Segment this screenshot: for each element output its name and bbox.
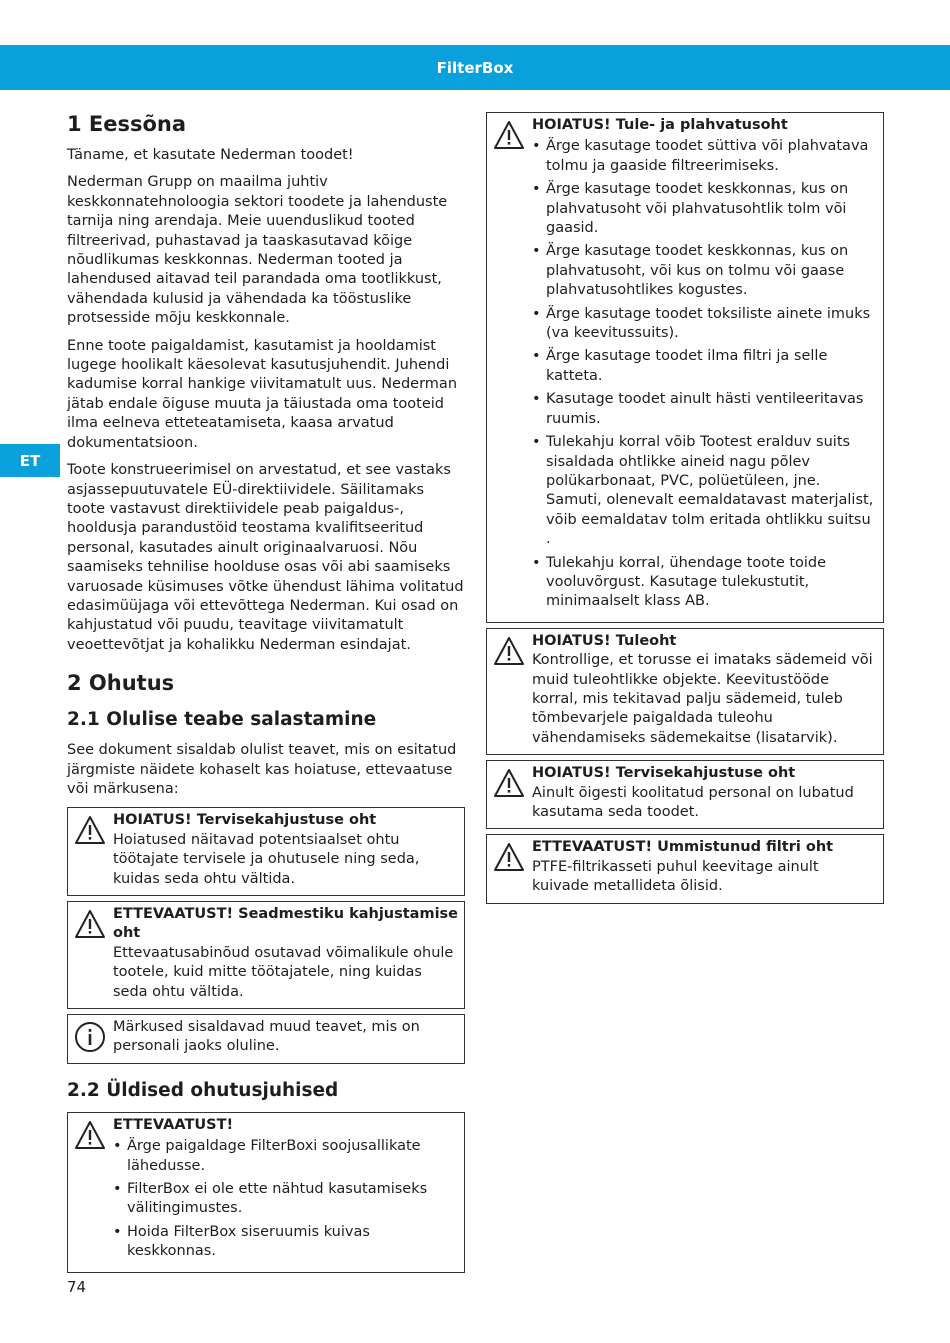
- paragraph: Nederman Grupp on maailma juhtiv keskkonnatehnoloogia sektori toodete ja lahenduste tarnija ning arendaja. Meie uuenduslikud tooted filtreerivad, puhastavad ja taaskasutavad kõige nõudlikumas keskkonnas. Nederman tooted ja lahendused aitavad teil parandada oma tootlikkust, vähendada kulusid ja vähendada ka tööstuslike protsesside mõju keskkonnale.: [67, 174, 448, 327]
- box-title: HOIATUS! Tervisekahjustuse oht: [113, 812, 377, 829]
- bullet-list: [113, 1137, 458, 1261]
- paragraph: Täname, et kasutate Nederman toodet!: [67, 147, 354, 163]
- list-item: • Ärge kasutage toodet süttiva või plahvatava tolmu ja gaaside filtreerimiseks.: [532, 137, 877, 176]
- list-item: • Ärge kasutage toodet ilma filtri ja selle katteta.: [532, 347, 877, 386]
- note-example-box: [67, 1014, 465, 1064]
- language-tab-label: ET: [19, 451, 41, 470]
- right-column: [486, 112, 884, 909]
- language-tab: [0, 444, 60, 477]
- warning-triangle-icon: [74, 814, 106, 846]
- warning-example-box: [67, 807, 465, 896]
- box-title: ETTEVAATUST! Ummistunud filtri oht: [532, 839, 834, 856]
- list-item: • Kasutage toodet ainult hästi ventileeritavas ruumis.: [532, 390, 877, 429]
- bullet-list: [532, 137, 877, 611]
- warning-triangle-icon: [74, 908, 106, 940]
- health-warning-box: [486, 760, 884, 829]
- list-item: • Tulekahju korral, ühendage toote toide vooluvõrgust. Kasutage tulekustutit, minimaalselt klass AB.: [532, 554, 877, 612]
- box-title: HOIATUS! Tule- ja plahvatusoht: [532, 117, 788, 133]
- box-title: HOIATUS! Tervisekahjustuse oht: [532, 765, 796, 782]
- warning-triangle-icon: [493, 635, 525, 667]
- page-number: 74: [67, 1278, 87, 1296]
- header-title: FilterBox: [436, 58, 514, 77]
- section-2-1-intro: See dokument sisaldab olulist teavet, mis on esitatud järgmiste näidete kohaselt kas hoiatuse, ettevaatuse või märkusena:: [67, 742, 457, 797]
- header-bar: [0, 45, 950, 90]
- list-item: • Ärge paigaldage FilterBoxi soojusallikate lähedusse.: [113, 1137, 458, 1176]
- list-item: • Tulekahju korral võib Tootest eralduv suits sisaldada ohtlikke aineid nagu põlev polükarbonaat, PVC, polüetüleen, jne. Samuti, olenevalt eemaldatavast materjalist, võib eemaldatav tolm eritada ohtlikku suitsu .: [532, 433, 877, 549]
- warning-triangle-icon: [493, 119, 525, 151]
- info-icon: [74, 1021, 106, 1053]
- paragraph: Toote konstrueerimisel on arvestatud, et see vastaks asjassepuutuvatele EÜ-direktiividele. Säilitamaks toote vastavust direktiividele peab paigaldus-, hooldusja parandustöid teostama kvalifitseeritud personal, kasutades ainult originaalvaruosi. Nõu saamiseks tehnilise hoolduse osas või abi saamiseks varuosade küsimuses võtke ühendust lähima volitatud edasimüüjaga või ettevõttega Nederman. Kui osad on kahjustatud või puudu, teavitage viivitamatult veoettevõtjat ja kohalikku Nederman esindajat.: [67, 462, 464, 653]
- section-2-heading: 2 Ohutus: [67, 671, 175, 696]
- warning-triangle-icon: [493, 841, 525, 873]
- caution-example-box: [67, 901, 465, 1009]
- general-caution-box: [67, 1112, 465, 1273]
- box-title: ETTEVAATUST!: [113, 1116, 234, 1133]
- list-item: • FilterBox ei ole ette nähtud kasutamiseks välitingimustes.: [113, 1180, 458, 1219]
- list-item: • Ärge kasutage toodet keskkonnas, kus on plahvatusoht või plahvatusohtlik tolm või gaasid.: [532, 180, 877, 238]
- box-title: HOIATUS! Tuleoht: [532, 632, 677, 649]
- list-item: • Ärge kasutage toodet toksiliste ainete imuks (va keevitussuits).: [532, 305, 877, 344]
- box-text: Hoiatused näitavad potentsiaalset ohtu töötajate tervisele ja ohutusele ning seda, kuidas seda ohtu vältida.: [113, 831, 420, 887]
- warning-triangle-icon: [493, 767, 525, 799]
- list-item: • Ärge kasutage toodet keskkonnas, kus on plahvatusoht, või kus on tolmu või gaase plahvatusohtlikes kogustes.: [532, 242, 877, 300]
- fire-explosion-warning-box: [486, 112, 884, 623]
- box-text: Märkused sisaldavad muud teavet, mis on personali jaoks oluline.: [113, 1019, 420, 1055]
- section-1-heading: 1 Eessõna: [67, 112, 187, 136]
- list-item: • Hoida FilterBox siseruumis kuivas keskkonnas.: [113, 1223, 458, 1262]
- fire-warning-box: [486, 628, 884, 755]
- paragraph: Enne toote paigaldamist, kasutamist ja hooldamist lugege hoolikalt käesolevat kasutusjuhendit. Juhendi kadumise korral hankige viivitamatult uus. Nederman jätab endale õiguse muuta ja täiustada oma tooteid ilma eelneva etteteatamiseta, kaasa arvatud dokumentatsioon.: [67, 337, 458, 451]
- section-2-2-heading: 2.2 Üldised ohutusjuhised: [67, 1079, 339, 1101]
- box-text: Ainult õigesti koolitatud personal on lubatud kasutama seda toodet.: [532, 784, 854, 820]
- section-2-1-heading: 2.1 Olulise teabe salastamine: [67, 709, 377, 731]
- box-text: Ettevaatusabinõud osutavad võimalikule ohule tootele, kuid mitte töötajatele, ning kuidas seda ohtu vältida.: [113, 944, 454, 1000]
- box-text: PTFE-filtrikasseti puhul keevitage ainult kuivade metallideta õlisid.: [532, 858, 819, 895]
- left-column: [67, 108, 465, 1278]
- filter-caution-box: [486, 834, 884, 903]
- warning-triangle-icon: [74, 1119, 106, 1151]
- box-title: ETTEVAATUST! Seadmestiku kahjustamise oht: [113, 906, 459, 942]
- box-text: Kontrollige, et torusse ei imataks sädemeid või muid tuleohtlikke objekte. Keevitustööde korral, mis tekitavad palju sädemeid, tuleb tõmbevarjele paigaldada tuleohu vähendamiseks sädemekaitse (lisatarvik).: [532, 652, 873, 746]
